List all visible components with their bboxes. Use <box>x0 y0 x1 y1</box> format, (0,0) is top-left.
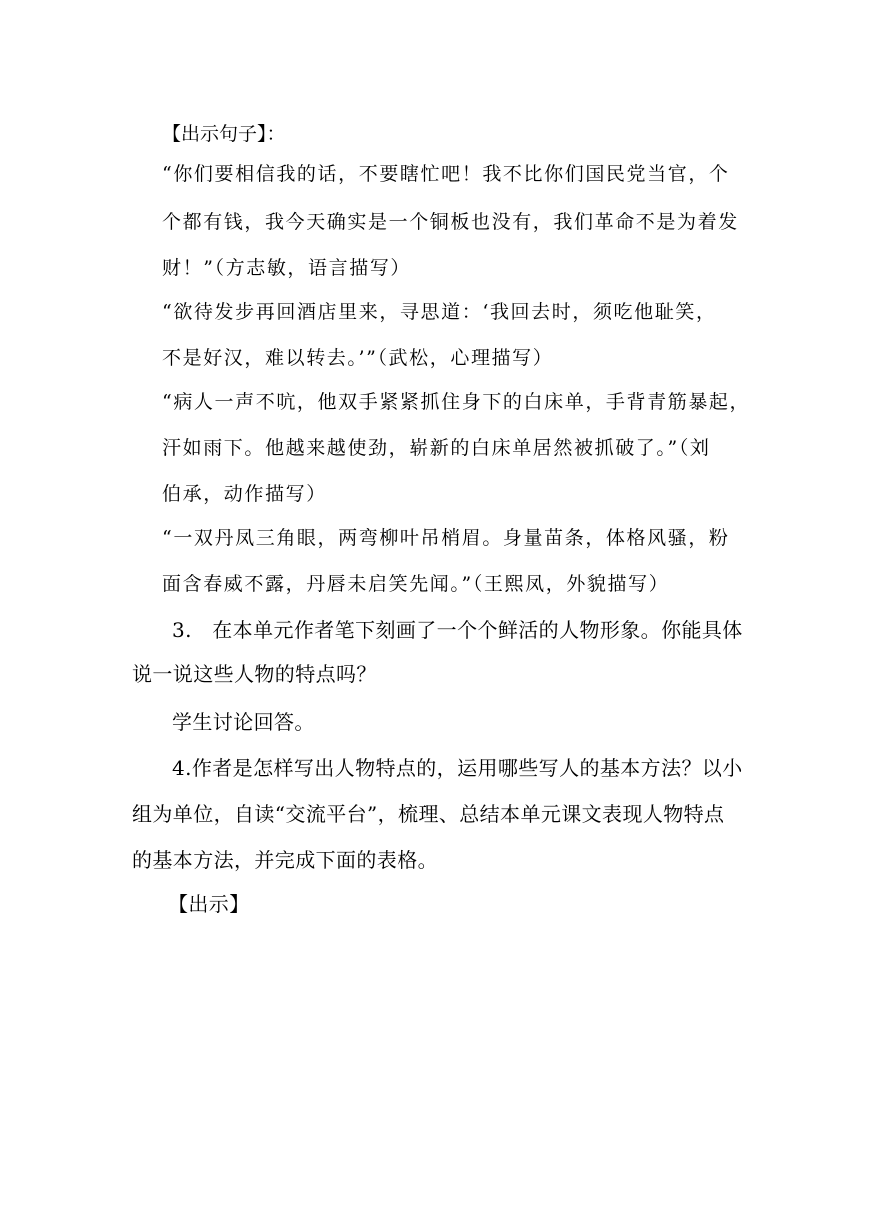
paragraph-line: 组为单位，自读“交流平台”，梳理、总结本单元课文表现人物特点 <box>132 802 725 826</box>
quote-line: “欲待发步再回酒店里来，寻思道：‘我回去时，须吃他耻笑， <box>162 301 717 323</box>
heading-show-sentences: 【出示句子】： <box>162 123 286 145</box>
paragraph-line: 的基本方法，并完成下面的表格。 <box>132 848 438 872</box>
paragraph-line: 【出示】 <box>168 892 250 916</box>
quote-line: 汗如雨下。他越来越使劲，崭新的白床单居然被抓破了。”（刘 <box>162 437 711 459</box>
quote-line: “病人一声不吭，他双手紧紧抓住身下的白床单，手背青筋暴起， <box>162 391 751 413</box>
quote-line: 财！”（方志敏，语言描写） <box>162 257 412 279</box>
paragraph-line: 学生讨论回答。 <box>172 710 315 734</box>
paragraph-line: 4.作者是怎样写出人物特点的，运用哪些写人的基本方法？以小 <box>172 756 743 780</box>
quote-line: 个都有钱，我今天确实是一个铜板也没有，我们革命不是为着发 <box>162 211 739 233</box>
paragraph-line: 3. 在本单元作者笔下刻画了一个个鲜活的人物形象。你能具体 <box>172 618 743 642</box>
quote-line: “一双丹凤三角眼，两弯柳叶吊梢眉。身量苗条，体格风骚，粉 <box>162 527 730 549</box>
quote-line: 面含春威不露，丹唇未启笑先闻。”（王熙凤，外貌描写） <box>162 573 670 595</box>
paragraph-line: 说一说这些人物的特点吗？ <box>132 662 377 686</box>
quote-line: “你们要相信我的话，不要瞎忙吧！我不比你们国民党当官，个 <box>162 163 730 185</box>
quote-line: 伯承，动作描写） <box>162 483 327 505</box>
quote-line: 不是好汉，难以转去。’”（武松，心理描写） <box>162 347 554 369</box>
